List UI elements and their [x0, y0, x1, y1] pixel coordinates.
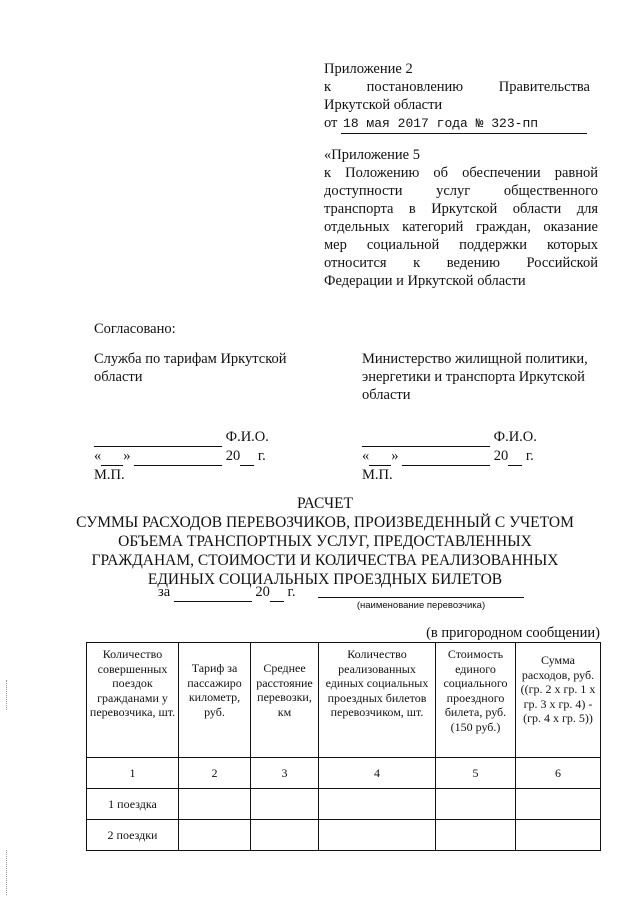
- agreed-label: Согласовано:: [94, 321, 176, 337]
- appendix-date-prefix: от: [324, 115, 338, 131]
- appendix-line2: [324, 78, 590, 96]
- year-blank: [508, 447, 522, 466]
- period-blank: [174, 583, 252, 602]
- table-cell: [319, 820, 436, 851]
- table-number-row: [87, 758, 601, 789]
- table-row: [87, 789, 601, 820]
- appendix5-last-line: Федерации и Иркутской области: [324, 273, 526, 289]
- header-cell: Сумма расходов, руб. ((гр. 2 х гр. 1 х гр. 3 х гр. 4) - (гр. 4 х гр. 5)): [516, 643, 601, 758]
- signature-line: [94, 428, 324, 447]
- month-blank: [402, 447, 490, 466]
- month-blank: [134, 447, 222, 466]
- table-caption: (в пригородном сообщении): [426, 625, 600, 641]
- table-cell: [516, 820, 601, 851]
- header-cell: Тариф за пассажиро километр, руб.: [179, 643, 251, 758]
- appendix-word: постановлению: [366, 79, 464, 95]
- year-prefix: 20: [225, 448, 241, 464]
- agreed-right-sign: [362, 428, 592, 484]
- column-number: 5: [436, 758, 516, 789]
- appendix-k: к: [324, 79, 332, 95]
- document-title: [70, 494, 580, 589]
- appendix-date: [324, 114, 590, 134]
- table-cell: [436, 789, 516, 820]
- appendix-line1: Приложение 2: [324, 61, 413, 77]
- fio-label: Ф.И.О.: [493, 429, 537, 445]
- table-cell: [251, 820, 319, 851]
- signature-line: [362, 428, 592, 447]
- appendix5-line: доступности услуг общественного: [324, 183, 598, 199]
- appendix-date-value: 18 мая 2017 года № 323-пп: [341, 115, 587, 134]
- title-line: СУММЫ РАСХОДОВ ПЕРЕВОЗЧИКОВ, ПРОИЗВЕДЕННЫЙ С УЧЕТОМ: [76, 514, 574, 531]
- signature-blank: [94, 428, 222, 447]
- header-cell: Среднее расстояние перевозки, км: [251, 643, 319, 758]
- quote-close: »: [391, 448, 399, 464]
- column-number: 6: [516, 758, 601, 789]
- row-label: 1 поездка: [87, 789, 179, 820]
- table-cell: [319, 789, 436, 820]
- za-label: за: [158, 584, 171, 600]
- edge-dots-bottom: [6, 850, 9, 895]
- table-cell: [179, 820, 251, 851]
- year-prefix: 20: [493, 448, 509, 464]
- column-number: 1: [87, 758, 179, 789]
- header-cell: Количество совершенных поездок гражданами у перевозчика, шт.: [87, 643, 179, 758]
- agreed-left-sign: [94, 428, 324, 484]
- table-row: [87, 820, 601, 851]
- signature-blank: [362, 428, 490, 447]
- header-cell: Количество реализованных единых социальных проездных билетов перевозчиком, шт.: [319, 643, 436, 758]
- table-cell: [179, 789, 251, 820]
- year-prefix: 20: [255, 584, 270, 600]
- appendix5-line: отдельных категорий граждан, оказание: [324, 219, 598, 235]
- table-cell: [516, 789, 601, 820]
- appendix5-line1: «Приложение 5: [324, 147, 420, 163]
- appendix5-line: относится к ведению Российской: [324, 255, 598, 271]
- title-line: ЕДИНЫХ СОЦИАЛЬНЫХ ПРОЕЗДНЫХ БИЛЕТОВ: [147, 571, 503, 588]
- edge-dots-top: [6, 680, 9, 710]
- agreed-right-org: Министерство жилищной политики, энергетики и транспорта Иркутской области: [362, 351, 588, 403]
- table-cell: [436, 820, 516, 851]
- row-label: 2 поездки: [87, 820, 179, 851]
- day-blank: [369, 447, 391, 466]
- fio-label: Ф.И.О.: [225, 429, 269, 445]
- appendix5-line: к Положению об обеспечении равной: [324, 165, 598, 181]
- column-number: 2: [179, 758, 251, 789]
- year-suffix: г.: [287, 584, 296, 600]
- year-suffix: г.: [257, 448, 266, 464]
- appendix-block: [324, 60, 590, 134]
- appendix5-line: мер социальной поддержки которых: [324, 237, 598, 253]
- quote-open: «: [94, 448, 102, 464]
- carrier-blank: [318, 597, 524, 598]
- appendix5-block: [324, 146, 598, 290]
- stamp-label: М.П.: [362, 467, 393, 483]
- header-cell: Стоимость единого социального проездного билета, руб. (150 руб.): [436, 643, 516, 758]
- column-number: 4: [319, 758, 436, 789]
- year-blank: [240, 447, 254, 466]
- appendix5-line: транспорта в Иркутской области для: [324, 201, 598, 217]
- year-blank: [270, 583, 284, 602]
- expense-table: [86, 642, 601, 851]
- table-header-row: [87, 643, 601, 758]
- title-line: ОБЪЕМА ТРАНСПОРТНЫХ УСЛУГ, ПРЕДОСТАВЛЕННЫХ: [118, 533, 532, 550]
- carrier-caption: (наименование перевозчика): [356, 600, 486, 611]
- appendix-gov: Правительства: [498, 79, 590, 95]
- period-line: [158, 583, 295, 602]
- column-number: 3: [251, 758, 319, 789]
- table-cell: [251, 789, 319, 820]
- day-blank: [101, 447, 123, 466]
- date-line: [94, 447, 324, 466]
- agreed-left-org: Служба по тарифам Иркутской области: [94, 351, 287, 385]
- appendix-line3: Иркутской области: [324, 97, 443, 113]
- quote-close: »: [123, 448, 131, 464]
- title-line: РАСЧЕТ: [296, 495, 354, 512]
- stamp-label: М.П.: [94, 467, 125, 483]
- title-line: ГРАЖДАНАМ, СТОИМОСТИ И КОЛИЧЕСТВА РЕАЛИЗОВАННЫХ: [91, 552, 559, 569]
- quote-open: «: [362, 448, 370, 464]
- year-suffix: г.: [525, 448, 534, 464]
- date-line: [362, 447, 592, 466]
